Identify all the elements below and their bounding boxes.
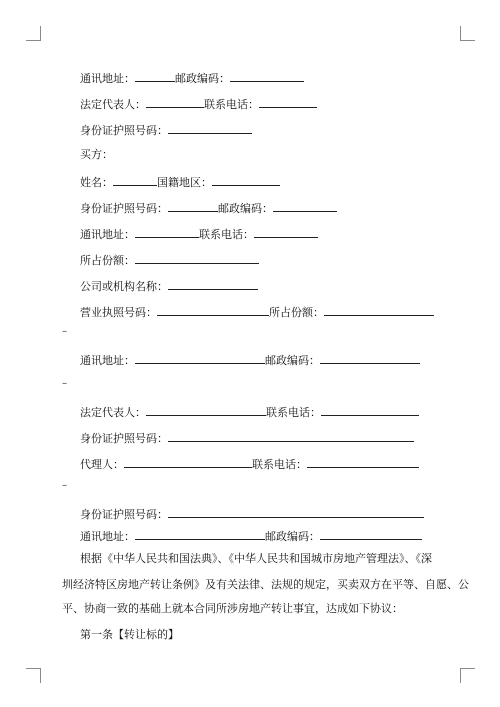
postal-code-field[interactable]: [273, 200, 337, 212]
contact-phone-label: 联系电话：: [252, 458, 307, 471]
id-passport-label: 身份证护照号码：: [80, 124, 168, 137]
postal-code-label: 邮政编码：: [265, 354, 320, 367]
postal-code-field[interactable]: [320, 528, 422, 540]
postal-code-field[interactable]: [230, 70, 304, 82]
contact-phone-label: 联系电话：: [199, 228, 254, 241]
share-label: 所占份额：: [269, 306, 324, 319]
id-passport-field[interactable]: [168, 506, 424, 518]
line-break-marker: –: [62, 480, 67, 491]
contract-intro-line-1: 根据《中华人民共和国法典》、《中华人民共和国城市房地产管理法》、《深: [80, 552, 432, 565]
agent-address-row: [80, 528, 422, 542]
id-passport-field[interactable]: [168, 122, 252, 134]
buyer-share-row: [80, 252, 259, 266]
contract-intro-line-2: 圳经济特区房地产转让条例》及有关法律、法规的规定，买卖双方在平等、自愿、公: [62, 578, 469, 591]
line-break-marker: –: [62, 326, 67, 337]
comm-address-label: 通讯地址：: [80, 72, 135, 85]
buyer-label: 买方：: [80, 148, 113, 161]
company-name-field[interactable]: [168, 278, 258, 290]
share-field[interactable]: [324, 304, 434, 316]
comm-address-field[interactable]: [135, 352, 265, 364]
seller-address-row: [80, 70, 304, 84]
id-passport-field[interactable]: [168, 200, 218, 212]
contact-phone-label: 联系电话：: [204, 98, 259, 111]
contact-phone-field[interactable]: [321, 404, 419, 416]
crop-mark-top-left: [26, 26, 41, 41]
nationality-label: 国籍地区：: [157, 176, 212, 189]
contact-phone-field[interactable]: [259, 96, 317, 108]
crop-mark-top-right: [460, 26, 475, 41]
comm-address-field[interactable]: [135, 70, 175, 82]
contract-intro-line-3: 平、协商一致的基础上就本合同所涉房地产转让事宜，达成如下协议：: [62, 602, 403, 615]
article-1-heading: 第一条【转让标的】: [80, 628, 179, 641]
contact-phone-field[interactable]: [307, 456, 419, 468]
legal-rep-field[interactable]: [146, 96, 204, 108]
comm-address-label: 通讯地址：: [80, 530, 135, 543]
legal-rep-field[interactable]: [146, 404, 266, 416]
id-passport-field[interactable]: [168, 430, 414, 442]
buyer-heading: [80, 148, 113, 162]
name-label: 姓名：: [80, 176, 113, 189]
postal-code-label: 邮政编码：: [218, 202, 273, 215]
crop-mark-bottom-right: [460, 668, 475, 683]
agent-field[interactable]: [124, 456, 252, 468]
agent-id-row: [80, 506, 424, 520]
comm-address-label: 通讯地址：: [80, 228, 135, 241]
buyer-id-row: [80, 200, 337, 214]
comm-address-field[interactable]: [135, 528, 265, 540]
buyer-address-row: [80, 226, 318, 240]
line-break-marker: –: [62, 378, 67, 389]
company-id-row: [80, 430, 414, 444]
crop-mark-bottom-left: [26, 668, 41, 683]
company-address-row: [80, 352, 420, 366]
business-license-label: 营业执照号码：: [80, 306, 157, 319]
share-field[interactable]: [135, 252, 259, 264]
legal-rep-label: 法定代表人：: [80, 98, 146, 111]
id-passport-label: 身份证护照号码：: [80, 202, 168, 215]
business-license-field[interactable]: [157, 304, 269, 316]
seller-legal-rep-row: [80, 96, 317, 110]
buyer-name-row: [80, 174, 280, 188]
business-license-row: [80, 304, 434, 318]
postal-code-label: 邮政编码：: [175, 72, 230, 85]
company-name-row: [80, 278, 258, 292]
agent-row: [80, 456, 419, 470]
company-legal-rep-row: [80, 404, 419, 418]
nationality-field[interactable]: [212, 174, 280, 186]
agent-label: 代理人：: [80, 458, 124, 471]
company-name-label: 公司或机构名称：: [80, 280, 168, 293]
postal-code-field[interactable]: [320, 352, 420, 364]
comm-address-field[interactable]: [135, 226, 199, 238]
contact-phone-field[interactable]: [254, 226, 318, 238]
contact-phone-label: 联系电话：: [266, 406, 321, 419]
name-field[interactable]: [113, 174, 157, 186]
share-label: 所占份额：: [80, 254, 135, 267]
id-passport-label: 身份证护照号码：: [80, 508, 168, 521]
postal-code-label: 邮政编码：: [265, 530, 320, 543]
comm-address-label: 通讯地址：: [80, 354, 135, 367]
legal-rep-label: 法定代表人：: [80, 406, 146, 419]
seller-id-row: [80, 122, 252, 136]
id-passport-label: 身份证护照号码：: [80, 432, 168, 445]
